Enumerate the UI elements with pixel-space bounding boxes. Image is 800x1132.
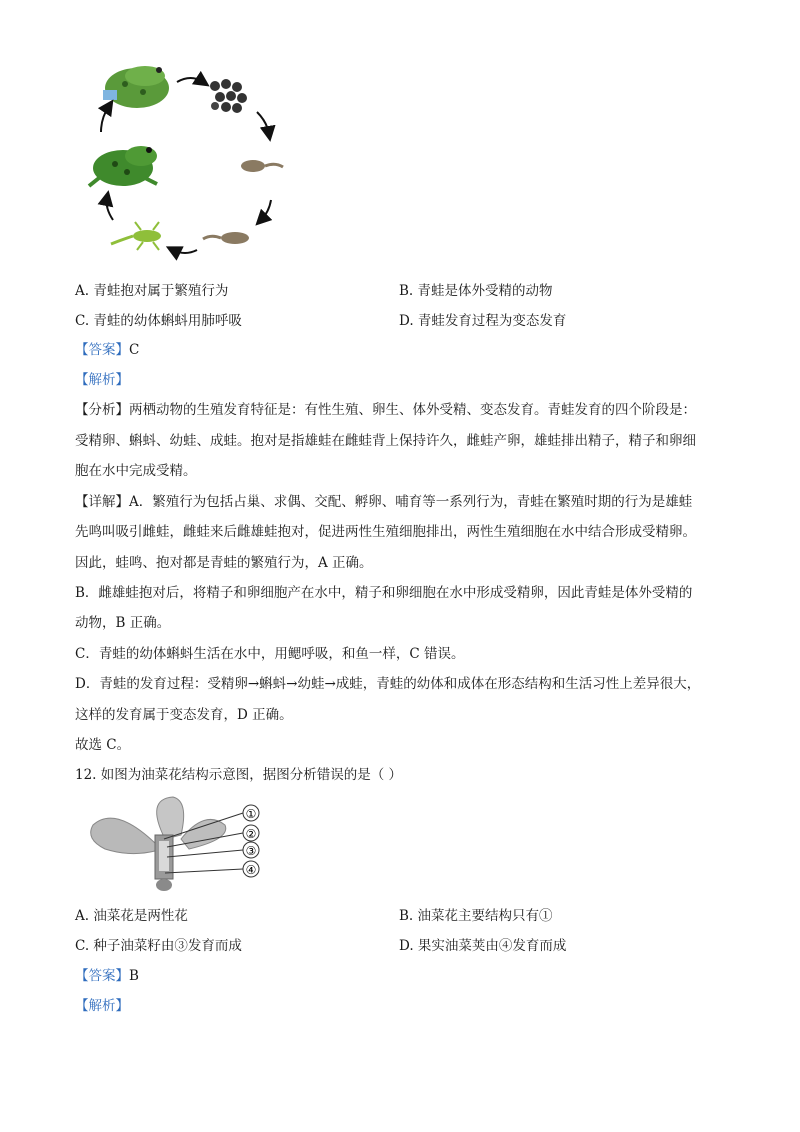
flower-label-3: ③ bbox=[245, 844, 257, 858]
xiangjie-line: 动物，B 正确。 bbox=[75, 615, 171, 631]
flower-label-1: ① bbox=[245, 807, 257, 821]
answer-value: B bbox=[129, 968, 139, 984]
cycle-arrow bbox=[173, 250, 197, 253]
cycle-arrow bbox=[261, 200, 271, 220]
q12-option-c: C. 种子油菜籽由③发育而成 bbox=[75, 938, 242, 954]
tadpole-illustration bbox=[241, 160, 283, 172]
cycle-arrow bbox=[257, 112, 269, 134]
answer-value: C bbox=[129, 342, 140, 358]
frogs-amplexus-illustration bbox=[103, 66, 169, 108]
q11-answer-row bbox=[75, 340, 139, 360]
xiangjie-line: B．雌雄蛙抱对后，将精子和卵细胞产在水中，精子和卵细胞在水中形成受精卵，因此青蛙是体外受精的 bbox=[75, 585, 693, 601]
xiangjie-line: 因此，蛙鸣、抱对都是青蛙的繁殖行为，A 正确。 bbox=[75, 555, 373, 571]
q12-answer-row bbox=[75, 966, 139, 986]
tadpole-with-legs-illustration bbox=[203, 232, 249, 244]
xiangjie-line: 这样的发育属于变态发育，D 正确。 bbox=[75, 707, 293, 723]
answer-label: 【答案】 bbox=[75, 968, 129, 984]
conclusion-line: 故选 C。 bbox=[75, 737, 131, 753]
q11-option-c: C. 青蛙的幼体蝌蚪用肺呼吸 bbox=[75, 313, 242, 329]
q12-option-b: B. 油菜花主要结构只有① bbox=[399, 908, 553, 924]
fenxi-line: 【分析】两栖动物的生殖发育特征是：有性生殖、卵生、体外受精、变态发育。青蛙发育的四个阶段是： bbox=[75, 402, 696, 418]
frog-life-cycle-diagram bbox=[85, 60, 295, 265]
q11-option-d: D. 青蛙发育过程为变态发育 bbox=[399, 313, 567, 329]
adult-frog-illustration bbox=[89, 146, 157, 186]
cycle-arrow bbox=[101, 106, 109, 132]
frog-eggs-illustration bbox=[210, 79, 247, 113]
xiangjie-line: 【详解】A．繁殖行为包括占巢、求偶、交配、孵卵、哺育等一系列行为，青蛙在繁殖时期的行为是雄蛙 bbox=[75, 494, 693, 510]
flower-label-2: ② bbox=[245, 827, 257, 841]
fenxi-line: 受精卵、蝌蚪、幼蛙、成蛙。抱对是指雄蛙在雌蛙背上保持许久，雌蛙产卵，雄蛙排出精子，精子和卵细 bbox=[75, 433, 696, 449]
q12-analysis-label: 【解析】 bbox=[75, 998, 129, 1014]
xiangjie-line: 先鸣叫吸引雌蛙，雌蛙来后雌雄蛙抱对，促进两性生殖细胞排出，两性生殖细胞在水中结合形成受精卵。 bbox=[75, 524, 696, 540]
rapeseed-flower-diagram bbox=[85, 795, 275, 895]
q11-analysis-label: 【解析】 bbox=[75, 372, 129, 388]
q12-option-a: A. 油菜花是两性花 bbox=[75, 908, 188, 924]
cycle-arrow bbox=[107, 198, 113, 220]
flower-label-4: ④ bbox=[245, 863, 257, 877]
froglet-illustration bbox=[111, 222, 161, 250]
q12-option-d: D. 果实油菜荚由④发育而成 bbox=[399, 938, 567, 954]
q11-option-b: B. 青蛙是体外受精的动物 bbox=[399, 283, 553, 299]
q12-stem: 12. 如图为油菜花结构示意图，据图分析错误的是（ ） bbox=[75, 767, 403, 783]
fenxi-line: 胞在水中完成受精。 bbox=[75, 463, 197, 479]
answer-label: 【答案】 bbox=[75, 342, 129, 358]
xiangjie-line: C．青蛙的幼体蝌蚪生活在水中，用鳃呼吸，和鱼一样，C 错误。 bbox=[75, 646, 465, 662]
xiangjie-line: D．青蛙的发育过程：受精卵→蝌蚪→幼蛙→成蛙，青蛙的幼体和成体在形态结构和生活习性上差异很大， bbox=[75, 676, 701, 692]
q11-option-a: A. 青蛙抱对属于繁殖行为 bbox=[75, 283, 229, 299]
cycle-arrow bbox=[177, 78, 203, 82]
